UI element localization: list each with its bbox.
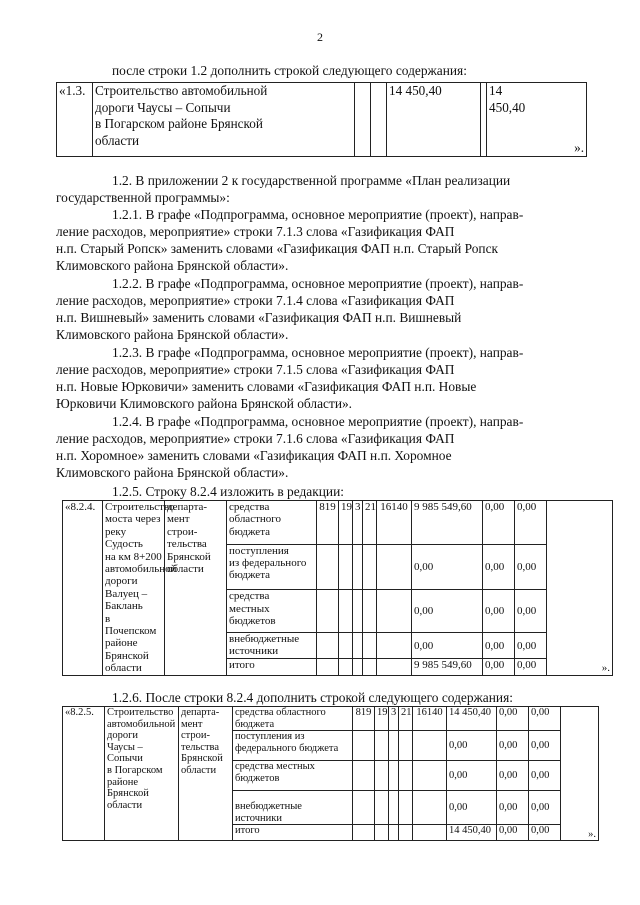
code-cell: 19	[339, 501, 353, 545]
empty-cell	[355, 83, 371, 157]
code-cell: 16140	[377, 501, 412, 545]
value-cell: 9 985 549,60	[412, 501, 483, 545]
para-1-2-3-line2: ление расходов, мероприятие» строки 7.1.5 слова «Газификация ФАП	[56, 362, 455, 377]
value-cell: 0,00	[447, 731, 497, 761]
value-cell: 0,00	[529, 825, 561, 841]
code-cell: 3	[389, 707, 399, 731]
source-cell: поступления из федерального бюджета	[227, 544, 317, 590]
intro-line: после строки 1.2 дополнить строкой следующего содержания:	[112, 63, 467, 78]
value-cell: 0,00	[515, 501, 547, 545]
code-cell: 3	[353, 501, 363, 545]
table-row-1-3	[56, 82, 587, 157]
department: департа- мент строи- тельства Брянской области	[179, 707, 233, 841]
code-cell: 19	[375, 707, 389, 731]
row-description: Строительство моста через реку Судость на км 8+200 автомобильной дороги Валуец – Баклань в Почепском районе Брянской области	[103, 501, 165, 676]
source-cell: внебюджетные источники	[233, 791, 353, 825]
value-cell: 0,00	[483, 544, 515, 590]
para-1-2-5: 1.2.5. Строку 8.2.4 изложить в редакции:	[112, 484, 344, 499]
code-cell: 819	[353, 707, 375, 731]
para-1-2-4-line3: н.п. Хоромное» заменить словами «Газификация ФАП н.п. Хоромное	[56, 448, 452, 463]
source-cell: поступления из федерального бюджета	[233, 731, 353, 761]
para-1-2-3-line1: 1.2.3. В графе «Подпрограмма, основное мероприятие (проект), направ-	[112, 345, 524, 360]
value-cell: 0,00	[447, 791, 497, 825]
row-number: «8.2.5.	[63, 707, 105, 841]
value-cell: 0,00	[497, 761, 529, 791]
para-1-2-line2: государственной программы»:	[56, 190, 230, 205]
value-cell: 0,00	[515, 633, 547, 659]
para-1-2-4-line4: Климовского района Брянской области».	[56, 465, 289, 480]
source-cell: средства областного бюджета	[227, 501, 317, 545]
code-cell: 21	[399, 707, 413, 731]
value-cell: 0,00	[483, 633, 515, 659]
value-cell: 0,00	[515, 544, 547, 590]
value-cell: 0,00	[447, 761, 497, 791]
value-cell: 0,00	[412, 544, 483, 590]
department: департа- мент строи- тельства Брянской области	[165, 501, 227, 676]
para-1-2-2-line4: Климовского района Брянской области».	[56, 327, 289, 342]
para-1-2-1-line3: н.п. Старый Ропск» заменить словами «Газификация ФАП н.п. Старый Ропск	[56, 241, 499, 256]
value-cell: 14 450,40	[447, 825, 497, 841]
value-cell: 0,00	[483, 659, 515, 675]
code-cell: 819	[317, 501, 339, 545]
para-1-2-line1: 1.2. В приложении 2 к государственной программе «План реализации	[112, 173, 511, 188]
value-cell: 0,00	[529, 707, 561, 731]
value-cell: 9 985 549,60	[412, 659, 483, 675]
empty-cell	[371, 83, 387, 157]
para-1-2-6: 1.2.6. После строки 8.2.4 дополнить строкой следующего содержания:	[112, 690, 513, 705]
value-cell: 0,00	[515, 590, 547, 633]
row-number: «1.3.	[57, 83, 93, 157]
value-cell: 0,00	[497, 731, 529, 761]
value-cell: 0,00	[483, 501, 515, 545]
source-cell: средства областного бюджета	[233, 707, 353, 731]
source-cell: итого	[233, 825, 353, 841]
row-description: Строительство автомобильной дороги Чаусы – Сопычи в Погарском районе Брянской области	[93, 83, 355, 157]
para-1-2-4-line2: ление расходов, мероприятие» строки 7.1.6 слова «Газификация ФАП	[56, 431, 455, 446]
value-cell: 0,00	[529, 761, 561, 791]
source-cell: средства местных бюджетов	[233, 761, 353, 791]
closing-quote: ».	[561, 707, 599, 841]
table-8-2-5	[62, 706, 599, 841]
code-cell: 16140	[413, 707, 447, 731]
closing-quote: ».	[547, 501, 613, 676]
value-cell: 14 450,40	[487, 83, 513, 157]
value-cell: 14 450,40	[447, 707, 497, 731]
value-cell: 0,00	[497, 791, 529, 825]
value-cell: 14 450,40	[387, 83, 481, 157]
value-cell: 0,00	[412, 590, 483, 633]
para-1-2-1-line2: ление расходов, мероприятие» строки 7.1.3 слова «Газификация ФАП	[56, 224, 455, 239]
page-number: 2	[317, 30, 323, 44]
closing-quote: ».	[513, 83, 587, 157]
value-cell: 0,00	[497, 707, 529, 731]
row-description: Строительство автомобильной дороги Чаусы – Сопычи в Погарском районе Брянской области	[105, 707, 179, 841]
para-1-2-2-line3: н.п. Вишневый» заменить словами «Газификация ФАП н.п. Вишневый	[56, 310, 462, 325]
source-cell: итого	[227, 659, 317, 675]
value-cell: 0,00	[515, 659, 547, 675]
value-cell: 0,00	[483, 590, 515, 633]
value-cell: 0,00	[412, 633, 483, 659]
value-cell: 0,00	[497, 825, 529, 841]
para-1-2-1-line4: Климовского района Брянской области».	[56, 258, 289, 273]
para-1-2-1-line1: 1.2.1. В графе «Подпрограмма, основное мероприятие (проект), направ-	[112, 207, 524, 222]
para-1-2-3-line4: Юрковичи Климовского района Брянской области».	[56, 396, 353, 411]
code-cell: 21	[363, 501, 377, 545]
para-1-2-3-line3: н.п. Новые Юрковичи» заменить словами «Газификация ФАП н.п. Новые	[56, 379, 477, 394]
para-1-2-4-line1: 1.2.4. В графе «Подпрограмма, основное мероприятие (проект), направ-	[112, 414, 524, 429]
para-1-2-2-line1: 1.2.2. В графе «Подпрограмма, основное мероприятие (проект), направ-	[112, 276, 524, 291]
source-cell: внебюджетные источники	[227, 633, 317, 659]
source-cell: средства местных бюджетов	[227, 590, 317, 633]
value-cell: 0,00	[529, 791, 561, 825]
table-8-2-4	[62, 500, 613, 676]
para-1-2-2-line2: ление расходов, мероприятие» строки 7.1.4 слова «Газификация ФАП	[56, 293, 455, 308]
value-cell: 0,00	[529, 731, 561, 761]
row-number: «8.2.4.	[63, 501, 103, 676]
